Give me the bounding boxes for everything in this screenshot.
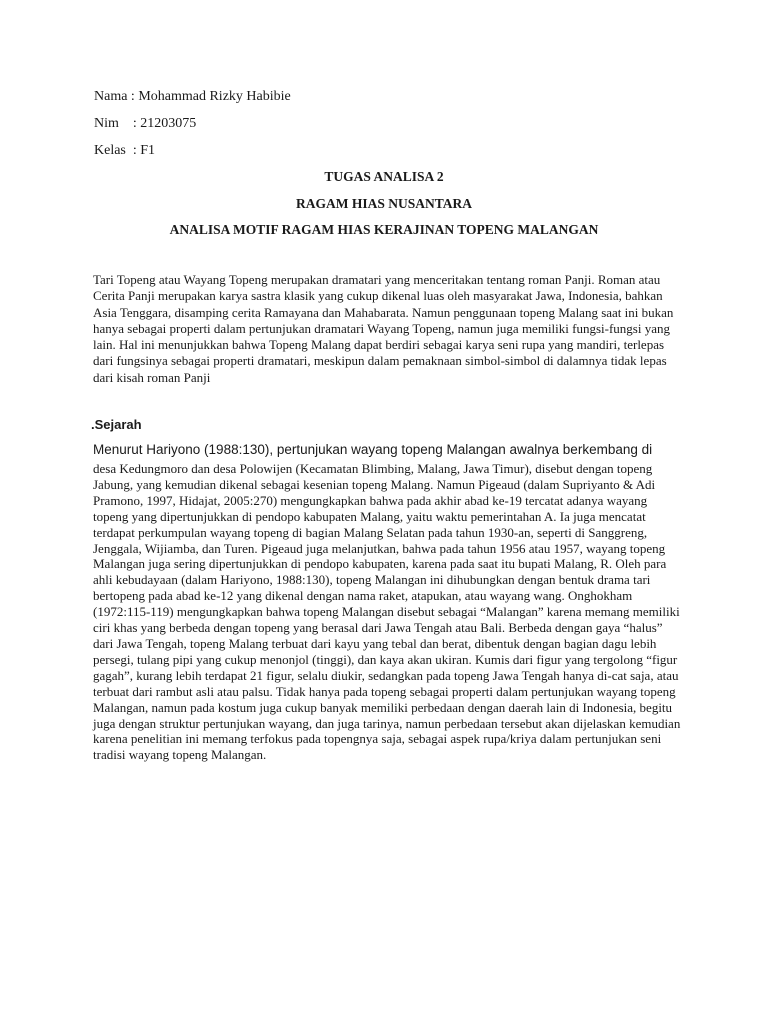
- course-title: RAGAM HIAS NUSANTARA: [295, 196, 472, 211]
- student-name: Nama : Mohammad Rizky Habibie: [94, 89, 291, 104]
- intro-paragraph: Tari Topeng atau Wayang Topeng merupakan dramatari yang menceritakan tentang roman Panji. Roman atau Cerita Panji merupakan karya sastra klasik yang cukup dikenal luas oleh masyarakat Jawa, Indonesia, bahkan Asia Tenggara, disamping cerita Ramayana dan Mahabarata. Namun penggunaan topeng Malang saat ini bukan hanya sebagai properti dalam pertunjukan dramatari Wayang Topeng, namun juga memiliki fungsi-fungsi yang lain. Hal ini menunjukkan bahwa Topeng Malang dapat berdiri sebagai karya seni rupa yang mandiri, terlepas dari fungsinya sebagai properti dramatari, meskipun dalam pemaknaan simbol-simbol di dalamnya tidak lepas dari kisah roman Panji: [93, 272, 674, 385]
- student-class: Kelas : F1: [94, 143, 156, 158]
- assignment-title: TUGAS ANALISA 2: [324, 169, 444, 184]
- history-lead-line: Menurut Hariyono (1988:130), pertunjukan wayang topeng Malangan awalnya berkembang di: [93, 442, 653, 457]
- student-nim: Nim : 21203075: [94, 116, 197, 131]
- history-paragraph: desa Kedungmoro dan desa Polowijen (Kecamatan Blimbing, Malang, Jawa Timur), disebut dengan topeng Jabung, yang kemudian dikenal sebagai kesenian topeng Malang. Namun Pigeaud (dalam Supriyanto & Adi Pramono, 1997, Hidajat, 2005:270) mengungkapkan bahwa pada akhir abad ke-19 tercatat adanya wayang topeng yang dipertunjukkan di pendopo kabupaten Malang, yaitu waktu pemerintahan A. Ia juga mencatat terdapat perkumpulan wayang topeng di bagian Malang Selatan pada tahun 1930-an, seperti di Sanggreng, Jenggala, Wijiamba, dan Turen. Pigeaud juga melanjutkan, bahwa pada tahun 1956 atau 1957, wayang topeng Malangan juga sering dipertunjukkan di pendopo kabupaten, karena pada saat itu bupati Malang, R. Oleh para ahli kebudayaan (dalam Hariyono, 1988:130), topeng Malangan ini dihubungkan dengan bentuk drama tari bertopeng pada abad ke-12 yang dikenal dengan nama raket, atapukan, atau wayang wang. Onghokham (1972:115-119) mengungkapkan bahwa topeng Malangan disebut sebagai “Malangan” karena memang memiliki ciri khas yang berbeda dengan topeng yang berasal dari Jawa Tengah atau Bali. Berbeda dengan gaya “halus” dari Jawa Tengah, topeng Malang terbuat dari kayu yang tebal dan berat, dibentuk dengan bagian dagu lebih persegi, tulang pipi yang cukup menonjol (tinggi), dan kaya akan ukiran. Kumis dari figur yang tergolong “figur gagah”, kurang lebih terdapat 21 figur, selalu diukir, sedangkan pada topeng Jawa Tengah hanya di-cat saja, atau terbuat dari rambut asli atau palsu. Tidak hanya pada topeng sebagai properti dalam pertunjukan wayang topeng Malangan, namun pada kostum juga cukup banyak memiliki perbedaan dengan daerah lain di Indonesia, begitu juga dengan struktur pertunjukan wayang, dan juga tarinya, namun perbedaan tersebut akan dijelaskan kemudian karena penelitian ini memang terfokus pada topengnya saja, sebagai aspek rupa/kriya dalam pertunjukan seni tradisi wayang topeng Malangan.: [93, 461, 681, 763]
- section-heading-sejarah: .Sejarah: [91, 417, 142, 432]
- document-title: ANALISA MOTIF RAGAM HIAS KERAJINAN TOPENG MALANGAN: [169, 222, 599, 237]
